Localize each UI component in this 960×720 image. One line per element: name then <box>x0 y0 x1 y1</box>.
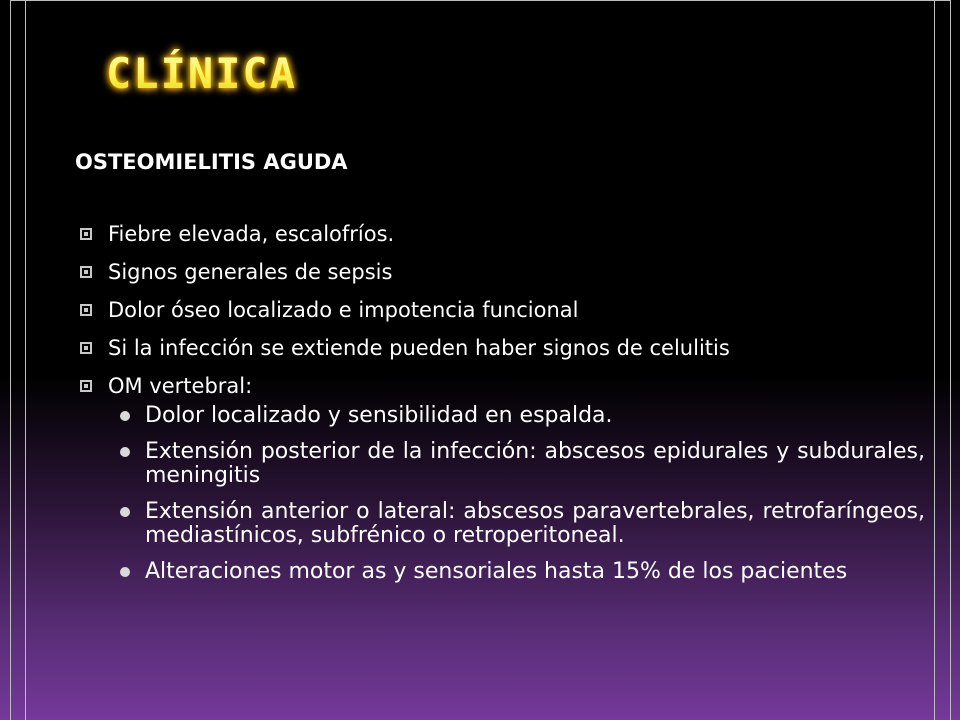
square-bullet-icon <box>80 380 92 392</box>
section-heading: OSTEOMIELITIS AGUDA <box>75 150 348 174</box>
square-bullet-icon <box>80 228 92 240</box>
sub-list-item-text: Alteraciones motor as y sensoriales hasta 15% de los pacientes <box>145 559 848 584</box>
bullet-list <box>75 222 925 584</box>
round-bullet-icon <box>120 411 130 421</box>
square-bullet-icon <box>80 342 92 354</box>
sub-list-item <box>75 404 925 428</box>
sub-list-item <box>75 560 925 584</box>
list-item <box>75 222 925 246</box>
round-bullet-icon <box>120 507 130 517</box>
frame-left-inner-line <box>25 0 26 720</box>
sub-list-item-text: Extensión anterior o lateral: abscesos paravertebrales, retrofaríngeos, mediastínicos, subfrénico o retroperitoneal. <box>145 499 925 548</box>
slide-content <box>75 142 925 598</box>
list-item <box>75 298 925 322</box>
frame-right-inner-line <box>934 0 935 720</box>
sub-list-item <box>75 500 925 548</box>
list-item-text: Si la infección se extiende pueden haber signos de celulitis <box>108 336 730 360</box>
square-bullet-icon <box>80 304 92 316</box>
list-item-text: Dolor óseo localizado e impotencia funcional <box>108 298 579 322</box>
frame-left-outer-line <box>10 0 11 720</box>
round-bullet-icon <box>120 447 130 457</box>
square-bullet-icon <box>80 266 92 278</box>
frame-top-line <box>10 0 951 1</box>
list-item <box>75 374 925 584</box>
list-item-text: Signos generales de sepsis <box>108 260 393 284</box>
round-bullet-icon <box>120 567 130 577</box>
slide-title: CLÍNICA <box>106 46 297 102</box>
sub-list-item <box>75 440 925 488</box>
list-item <box>75 336 925 360</box>
list-item-text: OM vertebral: <box>108 374 253 398</box>
sub-list-item-text: Dolor localizado y sensibilidad en espalda. <box>145 403 613 428</box>
list-item <box>75 260 925 284</box>
frame-right-outer-line <box>950 0 951 720</box>
list-item-text: Fiebre elevada, escalofríos. <box>108 222 395 246</box>
spacer <box>75 182 925 222</box>
sub-list-item-text: Extensión posterior de la infección: abscesos epidurales y subdurales, meningitis <box>145 439 925 488</box>
sub-bullet-list <box>108 404 925 584</box>
